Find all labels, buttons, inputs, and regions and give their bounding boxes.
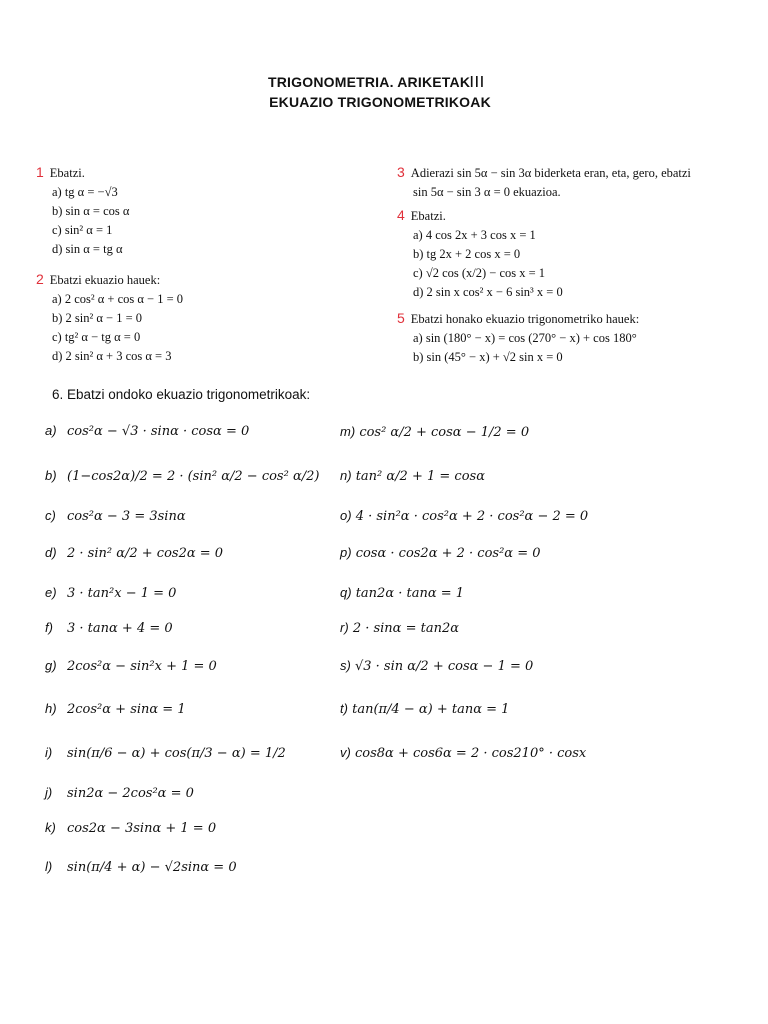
equation-v	[340, 745, 586, 761]
equation-label: b)	[45, 468, 57, 483]
equation-e	[45, 585, 176, 601]
equation-p	[340, 545, 541, 561]
equation-expr: 3 · tanα + 4 = 0	[67, 621, 173, 636]
equation-label: o)	[340, 508, 352, 523]
equation-n	[340, 468, 485, 484]
problem-title: Ebatzi ekuazio hauek:	[49, 273, 161, 287]
problem-title: Ebatzi honako ekuazio trigonometriko hauek:	[410, 312, 640, 326]
equation-label: g)	[45, 658, 57, 673]
equation-label: r)	[340, 620, 349, 635]
problem-item: d) 2 sin² α + 3 cos α = 3	[52, 349, 172, 363]
equation-expr: cos8α + cos6α = 2 · cos210° · cosx	[354, 746, 587, 761]
equation-label: f)	[45, 620, 53, 635]
equation-r	[340, 620, 459, 636]
equation-label: c)	[45, 508, 56, 523]
equation-expr: tan2α · tanα = 1	[355, 586, 465, 601]
equation-expr: cos²α − √3 · sinα · cosα = 0	[67, 424, 250, 439]
problem-line: sin 5α − sin 3 α = 0 ekuazioa.	[413, 185, 561, 199]
problem-item: b) 2 sin² α − 1 = 0	[52, 311, 143, 325]
equation-expr: sin2α − 2cos²α = 0	[67, 786, 194, 801]
equation-expr: (1−cos2α)/2 = 2 · (sin² α/2 − cos² α/2)	[67, 469, 320, 484]
equation-q	[340, 585, 464, 601]
problem-5	[397, 309, 639, 367]
problem-item: d) 2 sin x cos² x − 6 sin³ x = 0	[413, 285, 563, 299]
equation-b	[45, 468, 319, 484]
problem-number: 3	[397, 164, 405, 180]
equation-h	[45, 701, 186, 717]
problem-item: d) sin α = tg α	[52, 242, 123, 256]
equation-label: p)	[340, 545, 352, 560]
problem-number: 5	[397, 310, 405, 326]
problem-item: b) tg 2x + 2 cos x = 0	[413, 247, 521, 261]
equation-expr: 4 · sin²α · cos²α + 2 · cos²α − 2 = 0	[355, 509, 589, 524]
equation-expr: 3 · tan²x − 1 = 0	[67, 586, 177, 601]
equation-expr: 2cos²α + sinα = 1	[67, 702, 186, 717]
equation-m	[340, 424, 529, 440]
equation-expr: tan² α/2 + 1 = cosα	[355, 469, 485, 484]
equation-i	[45, 745, 286, 761]
section-6-title: 6. Ebatzi ondoko ekuazio trigonometrikoak:	[52, 387, 311, 402]
equation-expr: 2cos²α − sin²x + 1 = 0	[67, 659, 217, 674]
equation-f	[45, 620, 173, 636]
problem-title: Adierazi sin 5α − sin 3α biderketa eran, eta, gero, ebatzi	[410, 166, 691, 180]
problem-item: c) sin² α = 1	[52, 223, 113, 237]
problem-number: 2	[36, 271, 44, 287]
equation-label: a)	[45, 423, 57, 438]
equation-expr: sin(π/6 − α) + cos(π/3 − α) = 1/2	[67, 746, 286, 761]
equation-j	[45, 785, 194, 801]
equation-label: h)	[45, 701, 57, 716]
problem-item: b) sin (45° − x) + √2 sin x = 0	[413, 350, 563, 364]
problem-number: 4	[397, 207, 405, 223]
equation-expr: cos² α/2 + cosα − 1/2 = 0	[359, 425, 530, 440]
equation-label: j)	[45, 785, 53, 800]
problem-title: Ebatzi.	[49, 166, 85, 180]
equation-expr: 2 · sin² α/2 + cos2α = 0	[67, 546, 224, 561]
equation-s	[340, 658, 533, 674]
equation-label: m)	[340, 424, 356, 439]
equation-label: s)	[340, 658, 351, 673]
equation-label: n)	[340, 468, 352, 483]
worksheet-subtitle: EKUAZIO TRIGONOMETRIKOAK	[269, 94, 491, 110]
problem-item: c) √2 cos (x/2) − cos x = 1	[413, 266, 546, 280]
problem-number: 1	[36, 164, 44, 180]
problem-1	[36, 163, 129, 259]
equation-label: v)	[340, 745, 351, 760]
equation-l	[45, 859, 237, 875]
equation-label: i)	[45, 745, 53, 760]
equation-label: d)	[45, 545, 57, 560]
equation-label: l)	[45, 859, 53, 874]
problem-3	[397, 163, 691, 202]
equation-label: e)	[45, 585, 57, 600]
equation-expr: sin(π/4 + α) − √2sinα = 0	[67, 860, 237, 875]
problem-2	[36, 270, 183, 366]
handwritten-mark: III	[469, 73, 485, 91]
equation-expr: cos2α − 3sinα + 1 = 0	[67, 821, 217, 836]
equation-k	[45, 820, 216, 836]
equation-expr: cosα · cos2α + 2 · cos²α = 0	[355, 546, 541, 561]
equation-expr: √3 · sin α/2 + cosα − 1 = 0	[354, 659, 534, 674]
equation-expr: 2 · sinα = tan2α	[352, 621, 460, 636]
problem-title: Ebatzi.	[410, 209, 446, 223]
equation-c	[45, 508, 186, 524]
equation-t	[340, 701, 509, 717]
equation-label: k)	[45, 820, 56, 835]
problem-item: a) tg α = −√3	[52, 185, 118, 199]
problem-item: a) sin (180° − x) = cos (270° − x) + cos 180°	[413, 331, 637, 345]
equation-o	[340, 508, 588, 524]
problem-4	[397, 206, 563, 302]
problem-item: b) sin α = cos α	[52, 204, 130, 218]
equation-g	[45, 658, 217, 674]
equation-d	[45, 545, 223, 561]
equation-a	[45, 423, 249, 439]
worksheet-title: TRIGONOMETRIA. ARIKETAKIII	[267, 73, 485, 91]
problem-item: c) tg² α − tg α = 0	[52, 330, 141, 344]
equation-label: q)	[340, 585, 352, 600]
equation-expr: cos²α − 3 = 3sinα	[67, 509, 186, 524]
problem-item: a) 2 cos² α + cos α − 1 = 0	[52, 292, 184, 306]
problem-item: a) 4 cos 2x + 3 cos x = 1	[413, 228, 536, 242]
equation-expr: tan(π/4 − α) + tanα = 1	[352, 702, 510, 717]
equation-label: t)	[340, 701, 348, 716]
